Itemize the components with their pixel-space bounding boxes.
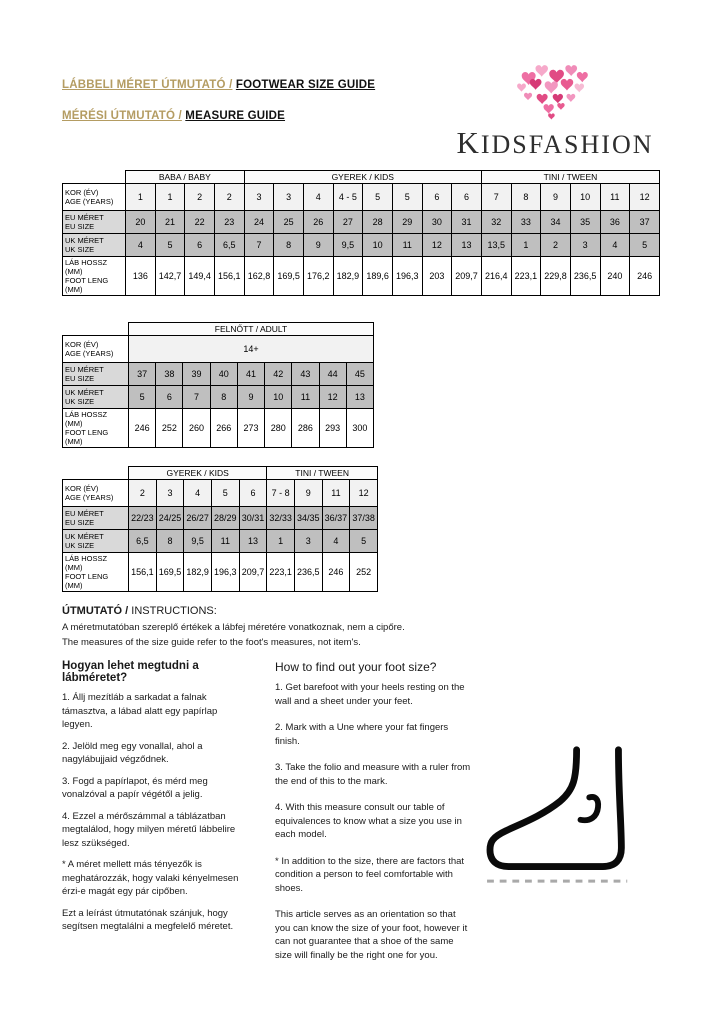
table-cell: 6,5 <box>214 234 244 257</box>
instruction-paragraph: 1. Get barefoot with your heels resting on the wall and a sheet under your feet. <box>275 682 465 707</box>
table-cell: 35 <box>570 211 600 234</box>
table-cell: 4 <box>322 530 350 553</box>
table-cell: 31 <box>452 211 482 234</box>
table-cell: 33 <box>511 211 541 234</box>
table-cell: 3 <box>156 480 184 507</box>
instruction-paragraph: 3. Fogd a papírlapot, és mérd meg vonalzóval a papír végétől a jelig. <box>62 775 208 800</box>
table-cell: 6 <box>156 386 183 409</box>
how-to-steps-en <box>275 681 471 962</box>
table-cell: 1 <box>126 184 156 211</box>
table-cell: 266 <box>210 409 237 448</box>
table-cell: 22/23 <box>129 507 157 530</box>
table-cell: 11 <box>292 386 319 409</box>
table-cell: 203 <box>422 257 452 296</box>
instructions-title-hu: ÚTMUTATÓ / <box>62 605 129 617</box>
instruction-paragraph: 3. Take the folio and measure with a ruler from the end of this to the mark. <box>275 762 471 787</box>
table-cell: 4 <box>600 234 630 257</box>
instructions-section <box>62 605 492 651</box>
row-label: KOR (ÉV) AGE (YEARS) <box>63 480 129 507</box>
table-cell: 22 <box>185 211 215 234</box>
table-cell: 12 <box>630 184 660 211</box>
table-cell: 37 <box>129 363 156 386</box>
table-cell: 246 <box>129 409 156 448</box>
table-cell: 37 <box>630 211 660 234</box>
table-cell: 196,3 <box>211 553 239 592</box>
table-cell: 39 <box>183 363 210 386</box>
table-cell: 8 <box>274 234 304 257</box>
table-cell: 24 <box>244 211 274 234</box>
table-cell: 10 <box>570 184 600 211</box>
table-cell: 189,6 <box>363 257 393 296</box>
table-cell: 13 <box>346 386 373 409</box>
table-cell: 300 <box>346 409 373 448</box>
table-cell: 6 <box>185 234 215 257</box>
table-cell: 5 <box>392 184 422 211</box>
table-cell: 37/38 <box>350 507 378 530</box>
table-cell: 169,5 <box>156 553 184 592</box>
table-cell: 6 <box>422 184 452 211</box>
table-cell: 1 <box>267 530 295 553</box>
corner-cell <box>63 171 126 184</box>
table-cell: 2 <box>214 184 244 211</box>
table-cell: 216,4 <box>481 257 511 296</box>
table-cell: 182,9 <box>333 257 363 296</box>
table-cell: 162,8 <box>244 257 274 296</box>
table-cell: 3 <box>294 530 322 553</box>
table-cell: 13,5 <box>481 234 511 257</box>
table-cell: 286 <box>292 409 319 448</box>
how-to-steps-hu <box>62 691 246 934</box>
table-cell: 11 <box>392 234 422 257</box>
row-label: EU MÉRET EU SIZE <box>63 363 129 386</box>
table-cell: 34/35 <box>294 507 322 530</box>
foot-outline-icon <box>478 740 646 891</box>
table-cell: 156,1 <box>129 553 157 592</box>
table-cell: 12 <box>422 234 452 257</box>
table-row <box>63 184 660 211</box>
table-cell: 28/29 <box>211 507 239 530</box>
table-cell: 11 <box>211 530 239 553</box>
table-cell: 9,5 <box>333 234 363 257</box>
table-cell: 6 <box>239 480 267 507</box>
page-subtitle-en: MEASURE GUIDE <box>185 110 286 122</box>
table-cell: 9 <box>541 184 571 211</box>
table-cell: 41 <box>237 363 264 386</box>
group-label: GYEREK / KIDS <box>129 467 267 480</box>
corner-cell <box>63 467 129 480</box>
table-cell: 24/25 <box>156 507 184 530</box>
table-cell: 42 <box>265 363 292 386</box>
row-label: LÁB HOSSZ (MM) FOOT LENG (MM) <box>63 257 126 296</box>
table-cell: 9,5 <box>184 530 212 553</box>
how-to-column-en <box>275 660 471 975</box>
table-cell: 236,5 <box>294 553 322 592</box>
page-subtitle-hu: MÉRÉSI ÚTMUTATÓ / <box>62 110 182 122</box>
group-label: TINI / TWEEN <box>481 171 659 184</box>
table-cell: 196,3 <box>392 257 422 296</box>
table-cell: 2 <box>129 480 157 507</box>
table-cell: 7 - 8 <box>267 480 295 507</box>
table-cell: 32/33 <box>267 507 295 530</box>
how-to-title-en: How to find out your foot size? <box>275 660 437 674</box>
table-cell: 142,7 <box>155 257 185 296</box>
table-cell: 30/31 <box>239 507 267 530</box>
table-cell: 36/37 <box>322 507 350 530</box>
table-cell: 8 <box>210 386 237 409</box>
table-row <box>63 336 374 363</box>
table-cell: 21 <box>155 211 185 234</box>
table-cell: 13 <box>452 234 482 257</box>
table-cell: 246 <box>630 257 660 296</box>
table-cell: 5 <box>350 530 378 553</box>
table-cell: 240 <box>600 257 630 296</box>
page-title-en: FOOTWEAR SIZE GUIDE <box>235 79 376 91</box>
row-label: UK MÉRET UK SIZE <box>63 530 129 553</box>
table-cell: 12 <box>350 480 378 507</box>
table-cell: 1 <box>511 234 541 257</box>
instruction-paragraph: This article serves as an orientation so that you can know the size of your foot, however it can not guarantee that a shoe of the same size will finally be the right one for you. <box>275 909 468 961</box>
group-label: TINI / TWEEN <box>267 467 378 480</box>
table-cell: 8 <box>511 184 541 211</box>
how-to-title-hu: Hogyan lehet megtudni a lábméretet? <box>62 660 199 684</box>
table-cell: 273 <box>237 409 264 448</box>
table-cell: 26/27 <box>184 507 212 530</box>
instruction-paragraph: 2. Jelöld meg egy vonallal, ahol a nagylábujjaid végződnek. <box>62 740 203 765</box>
table-row <box>63 507 378 530</box>
size-table-kids-tween-combined <box>62 466 378 592</box>
table-cell: 252 <box>350 553 378 592</box>
row-label: UK MÉRET UK SIZE <box>63 234 126 257</box>
table-cell: 149,4 <box>185 257 215 296</box>
table-cell: 1 <box>155 184 185 211</box>
table-cell: 5 <box>155 234 185 257</box>
table-cell: 223,1 <box>511 257 541 296</box>
row-label: LÁB HOSSZ (MM) FOOT LENG (MM) <box>63 553 129 592</box>
instruction-paragraph: 4. With this measure consult our table of equivalences to know what a size you use in each model. <box>275 802 462 840</box>
table-cell: 7 <box>481 184 511 211</box>
instruction-paragraph: * In addition to the size, there are factors that condition a person to feel comfortable with shoes. <box>275 855 465 894</box>
table-cell: 4 <box>184 480 212 507</box>
brand-name: KIDSFASHION <box>456 125 654 160</box>
table-row <box>63 234 660 257</box>
table-cell: 4 <box>126 234 156 257</box>
table-row <box>63 553 378 592</box>
table-cell: 36 <box>600 211 630 234</box>
page-title <box>62 79 375 91</box>
table-cell: 176,2 <box>303 257 333 296</box>
table-cell: 40 <box>210 363 237 386</box>
table-row <box>63 386 374 409</box>
table-cell: 43 <box>292 363 319 386</box>
table-cell: 8 <box>156 530 184 553</box>
row-label: KOR (ÉV) AGE (YEARS) <box>63 336 129 363</box>
table-row <box>63 409 374 448</box>
group-header-row <box>63 171 660 184</box>
instruction-paragraph: 1. Állj mezítláb a sarkadat a falnak támasztva, a lábad alatt egy papírlap legyen. <box>62 692 218 730</box>
table-cell: 236,5 <box>570 257 600 296</box>
instruction-paragraph: 4. Ezzel a mérőszámmal a táblázatban megtalálod, hogy milyen méretű lábbelire lesz szükséged. <box>62 810 236 849</box>
table-cell: 32 <box>481 211 511 234</box>
row-label: LÁB HOSSZ (MM) FOOT LENG (MM) <box>63 409 129 448</box>
row-label: EU MÉRET EU SIZE <box>63 211 126 234</box>
table-cell: 23 <box>214 211 244 234</box>
group-header-row <box>63 323 374 336</box>
table-cell: 12 <box>319 386 346 409</box>
table-cell: 156,1 <box>214 257 244 296</box>
instructions-title <box>62 605 492 617</box>
instruction-paragraph: Ezt a leírást útmutatónak szánjuk, hogy segítsen megtalálni a megfelelő méretet. <box>62 907 234 932</box>
how-to-column-hu <box>62 660 246 942</box>
table-cell: 28 <box>363 211 393 234</box>
size-table-baby-kids-tween <box>62 170 660 296</box>
table-cell: 2 <box>185 184 215 211</box>
table-cell: 3 <box>274 184 304 211</box>
table-cell: 3 <box>570 234 600 257</box>
row-label: KOR (ÉV) AGE (YEARS) <box>63 184 126 211</box>
table-cell: 4 - 5 <box>333 184 363 211</box>
table-cell: 7 <box>244 234 274 257</box>
table-row <box>63 363 374 386</box>
brand-logo <box>448 64 662 158</box>
table-cell: 229,8 <box>541 257 571 296</box>
instruction-paragraph: 2. Mark with a Une where your fat fingers finish. <box>275 722 449 747</box>
table-cell: 30 <box>422 211 452 234</box>
group-label: BABA / BABY <box>126 171 245 184</box>
table-cell: 280 <box>265 409 292 448</box>
group-label: FELNŐTT / ADULT <box>129 323 374 336</box>
table-cell: 5 <box>363 184 393 211</box>
row-label: UK MÉRET UK SIZE <box>63 386 129 409</box>
table-cell: 11 <box>322 480 350 507</box>
table-cell: 10 <box>363 234 393 257</box>
instruction-paragraph: * A méret mellett más tényezők is meghatározzák, hogy valaki kényelmesen érzi-e magát egy pár cipőben. <box>62 859 239 897</box>
table-cell: 29 <box>392 211 422 234</box>
table-cell: 2 <box>541 234 571 257</box>
table-cell: 5 <box>630 234 660 257</box>
table-cell: 7 <box>183 386 210 409</box>
size-table-adult <box>62 322 374 448</box>
table-cell: 44 <box>319 363 346 386</box>
group-label: GYEREK / KIDS <box>244 171 481 184</box>
instructions-note-en: The measures of the size guide refer to the foot's measures, not item's. <box>62 637 361 648</box>
table-cell: 25 <box>274 211 304 234</box>
table-cell: 9 <box>294 480 322 507</box>
table-row <box>63 530 378 553</box>
table-row <box>63 211 660 234</box>
row-label: EU MÉRET EU SIZE <box>63 507 129 530</box>
table-cell: 45 <box>346 363 373 386</box>
table-cell: 11 <box>600 184 630 211</box>
table-cell: 5 <box>129 386 156 409</box>
page-title-hu: LÁBBELI MÉRET ÚTMUTATÓ / <box>62 79 233 91</box>
corner-cell <box>63 323 129 336</box>
table-cell: 182,9 <box>184 553 212 592</box>
table-cell: 260 <box>183 409 210 448</box>
table-cell: 6,5 <box>129 530 157 553</box>
table-cell: 252 <box>156 409 183 448</box>
table-cell: 14+ <box>129 336 374 363</box>
table-cell: 293 <box>319 409 346 448</box>
table-cell: 209,7 <box>239 553 267 592</box>
table-cell: 27 <box>333 211 363 234</box>
heart-cluster-icon <box>514 64 596 126</box>
table-cell: 26 <box>303 211 333 234</box>
table-cell: 5 <box>211 480 239 507</box>
table-row <box>63 257 660 296</box>
table-cell: 20 <box>126 211 156 234</box>
table-cell: 10 <box>265 386 292 409</box>
table-cell: 4 <box>303 184 333 211</box>
page-subtitle <box>62 110 285 122</box>
group-header-row <box>63 467 378 480</box>
table-cell: 246 <box>322 553 350 592</box>
table-row <box>63 480 378 507</box>
table-cell: 223,1 <box>267 553 295 592</box>
instructions-note-hu: A méretmutatóban szereplő értékek a lábfej méretére vonatkoznak, nem a cipőre. <box>62 622 405 633</box>
table-cell: 9 <box>303 234 333 257</box>
table-cell: 169,5 <box>274 257 304 296</box>
table-cell: 3 <box>244 184 274 211</box>
table-cell: 6 <box>452 184 482 211</box>
table-cell: 9 <box>237 386 264 409</box>
table-cell: 136 <box>126 257 156 296</box>
table-cell: 209,7 <box>452 257 482 296</box>
table-cell: 38 <box>156 363 183 386</box>
instructions-title-en: INSTRUCTIONS: <box>131 605 217 617</box>
table-cell: 13 <box>239 530 267 553</box>
table-cell: 34 <box>541 211 571 234</box>
